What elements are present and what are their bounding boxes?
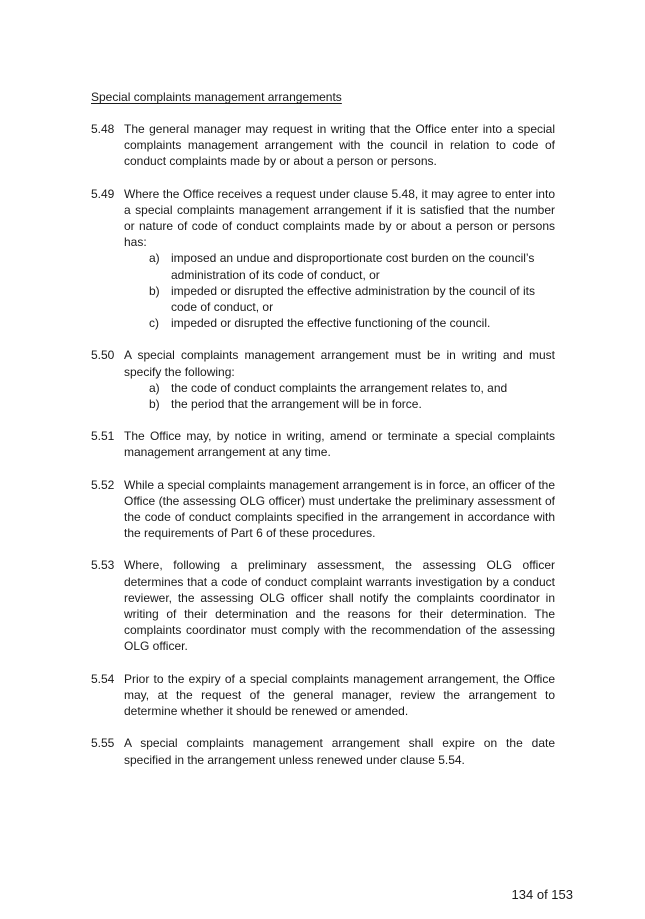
clause	[91, 121, 555, 170]
clause-text: A special complaints management arrangement must be in writing and must specify the following:	[124, 348, 555, 379]
sub-item-letter: c)	[149, 316, 159, 331]
clause-body	[124, 477, 555, 542]
clause-number: 5.53	[91, 558, 115, 573]
sub-item-letter: a)	[149, 380, 160, 395]
page-number: 134 of 153	[511, 887, 573, 902]
clause-text: Where, following a preliminary assessment, the assessing OLG officer determines that a code of conduct complaint warrants investigation by a conduct reviewer, the assessing OLG officer shall notify the complaints coordinator in writing of their determination and the reasons for their determination. The complaints coordinator must comply with the recommendation of the assessing OLG officer.	[124, 558, 555, 654]
sub-item-letter: a)	[149, 251, 160, 266]
clause-text: The Office may, by notice in writing, amend or terminate a special complaints management arrangement at any time.	[124, 429, 555, 460]
clause-body	[124, 735, 555, 767]
clause-text: Prior to the expiry of a special complaints management arrangement, the Office may, at the request of the general manager, review the arrangement to determine whether it should be renewed or amended.	[124, 671, 555, 719]
clause	[91, 477, 555, 542]
clause	[91, 186, 555, 332]
clause-number: 5.52	[91, 477, 115, 492]
clause-body	[124, 557, 555, 654]
sub-item-text: the period that the arrangement will be in force.	[171, 397, 422, 412]
sub-item	[124, 283, 555, 315]
clause	[91, 347, 555, 412]
clause	[91, 735, 555, 767]
clause	[91, 671, 555, 720]
clause-text: A special complaints management arrangement shall expire on the date specified in the arrangement unless renewed under clause 5.54.	[124, 736, 555, 767]
clause-body	[124, 671, 555, 720]
sub-item-text: the code of conduct complaints the arrangement relates to, and	[171, 380, 508, 395]
clause-number: 5.51	[91, 429, 115, 444]
sub-item-text: impeded or disrupted the effective administration by the council of its code of conduct, or	[171, 283, 535, 315]
sub-item-list	[124, 250, 555, 331]
clause-body	[124, 347, 555, 412]
sub-item-letter: b)	[149, 397, 160, 412]
sub-item-text: imposed an undue and disproportionate cost burden on the council’s administration of its code of conduct, or	[171, 251, 535, 282]
clause-number: 5.49	[91, 186, 115, 201]
clause	[91, 428, 555, 460]
clause-number: 5.55	[91, 736, 115, 751]
sub-item-list	[124, 380, 555, 412]
sub-item	[124, 315, 555, 331]
clause-body	[124, 186, 555, 332]
clause-number: 5.54	[91, 671, 115, 686]
clause-list	[91, 121, 555, 784]
sub-item-text: impeded or disrupted the effective functioning of the council.	[171, 316, 491, 331]
clause-body	[124, 428, 555, 460]
clause-text: The general manager may request in writing that the Office enter into a special complaints management arrangement with the council in relation to code of conduct complaints made by or about a person or persons.	[124, 122, 555, 169]
clause-text: While a special complaints management arrangement is in force, an officer of the Office (the assessing OLG officer) must undertake the preliminary assessment of the code of conduct complaints specified in the arrangement in accordance with the requirements of Part 6 of these procedures.	[124, 477, 555, 541]
clause-number: 5.48	[91, 122, 115, 136]
clause-body	[124, 121, 555, 170]
sub-item	[124, 380, 555, 396]
clause-text: Where the Office receives a request under clause 5.48, it may agree to enter into a special complaints management arrangement if it is satisfied that the number or nature of code of conduct complaints made by or about a person or persons has:	[124, 186, 555, 250]
sub-item	[124, 250, 555, 282]
sub-item	[124, 396, 555, 412]
section-heading: Special complaints management arrangements	[91, 90, 342, 104]
clause	[91, 557, 555, 654]
clause-number: 5.50	[91, 348, 115, 363]
sub-item-letter: b)	[149, 283, 160, 298]
